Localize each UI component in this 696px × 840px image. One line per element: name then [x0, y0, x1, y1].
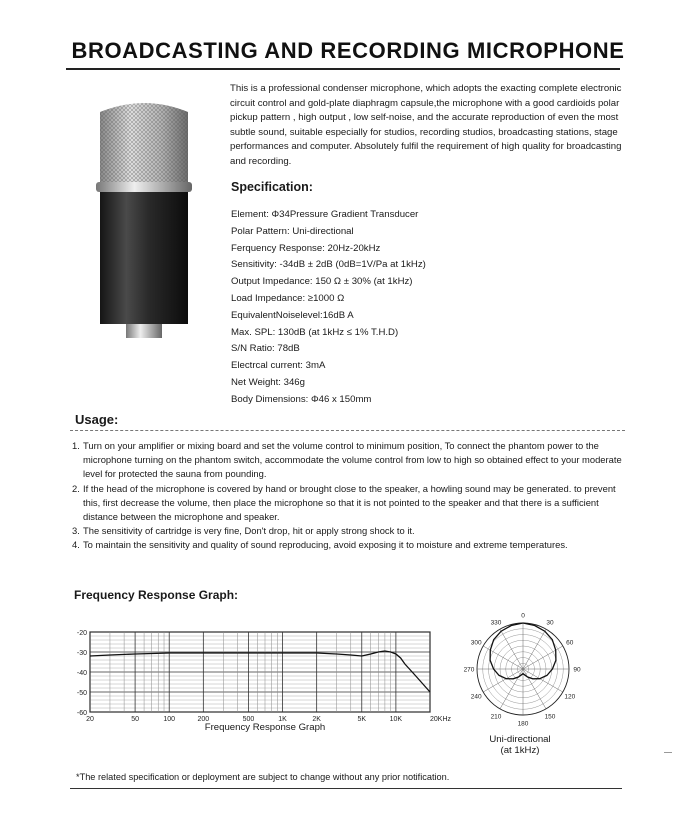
y-tick-label: -30: [76, 650, 87, 657]
x-tick-label: 20KHz: [430, 716, 452, 723]
usage-list: [72, 439, 632, 553]
usage-item-number: 2.: [72, 482, 80, 494]
polar-angle-label: 330: [490, 619, 502, 627]
spec-item: Electrcal current: 3mA: [231, 360, 326, 372]
y-tick-label: -40: [76, 670, 87, 677]
polar-angle-label: 90: [573, 666, 581, 674]
polar-angle-label: 300: [470, 639, 482, 647]
polar-angle-label: 120: [564, 693, 576, 701]
y-tick-label: -60: [76, 710, 87, 717]
usage-heading: Usage:: [75, 412, 119, 427]
polar-angle-label: 30: [546, 619, 554, 627]
polar-angle-label: 240: [470, 693, 482, 701]
x-tick-label: 500: [242, 716, 255, 723]
usage-item-text: Turn on your amplifier or mixing board and set the volume control to minimum position, To connect the phantom power to the microphone turning on the phantom switch, accommodate the volume control from low to high so obtained effect to your moderate level for protected the sauna from pounding.: [83, 440, 622, 480]
polar-grid: [477, 623, 569, 715]
usage-item-text: The sensitivity of cartridge is very fine, Don't drop, hit or apply strong shock to it.: [83, 525, 415, 537]
polar-caption-line2: (at 1kHz): [500, 745, 540, 756]
specification-heading: Specification:: [231, 180, 313, 194]
polar-spoke: [523, 669, 563, 692]
usage-divider: [70, 430, 625, 432]
spec-item: Sensitivity: -34dB ± 2dB (0dB=1V/Pa at 1kHz): [231, 259, 426, 271]
frequency-response-chart: [60, 622, 452, 726]
polar-angle-label: 0: [521, 612, 525, 620]
x-tick-label: 200: [197, 716, 210, 723]
spec-item: Net Weight: 346g: [231, 376, 305, 388]
frequency-graph-heading: Frequency Response Graph:: [74, 588, 239, 602]
polar-spoke: [483, 669, 523, 692]
usage-item-number: 3.: [72, 525, 80, 537]
usage-item: [72, 538, 632, 552]
polar-angle-label: 210: [490, 713, 502, 721]
spec-item: Element: Φ34Pressure Gradient Transducer: [231, 209, 419, 220]
usage-item-number: 4.: [72, 539, 80, 551]
frequency-response-line: [90, 651, 430, 692]
polar-angle-label: 150: [544, 713, 556, 721]
polar-pattern-chart: [448, 606, 598, 732]
spec-item: Ferquency Response: 20Hz-20kHz: [231, 242, 381, 254]
spec-item: Polar Pattern: Uni-directional: [231, 225, 354, 237]
x-tick-label: 100: [163, 716, 176, 723]
usage-item: [72, 439, 632, 482]
spec-item: EquivalentNoiselevel:16dB A: [231, 309, 354, 321]
microphone-image: [88, 98, 200, 342]
y-axis-labels: [77, 630, 87, 717]
spec-item: S/N Ratio: 78dB: [231, 343, 300, 355]
y-tick-label: -50: [76, 690, 87, 697]
polar-graph-caption: [470, 734, 570, 756]
spec-item: Max. SPL: 130dB (at 1kHz ≤ 1% T.H.D): [231, 326, 399, 338]
usage-item: [72, 524, 632, 538]
polar-angle-label: 270: [463, 666, 475, 674]
polar-spoke: [483, 646, 523, 669]
usage-item-text: To maintain the sensitivity and quality of sound reproducing, avoid exposing it to moisture and extreme temperatures.: [83, 539, 568, 551]
polar-spoke: [523, 629, 546, 669]
x-tick-label: 2K: [312, 716, 321, 723]
footnote: *The related specification or deployment are subject to change without any prior notification.: [76, 772, 450, 782]
x-tick-label: 20: [86, 716, 94, 723]
polar-angle-label: 60: [566, 639, 574, 647]
x-tick-label: 5K: [357, 716, 367, 723]
title-underline: [66, 68, 620, 70]
x-tick-label: 10K: [389, 716, 403, 723]
specification-list: [231, 207, 561, 409]
chart-grid: [90, 632, 430, 712]
spec-item: Load Impedance: ≥1000 Ω: [231, 292, 345, 304]
x-tick-label: 1K: [278, 716, 287, 723]
polar-spoke: [523, 669, 546, 709]
polar-angle-label: 180: [517, 720, 529, 728]
frequency-graph-caption: Frequency Response Graph: [204, 722, 326, 733]
spec-item: Body Dimensions: Φ46 x 150mm: [231, 393, 372, 405]
intro-paragraph: This is a professional condenser microphone, which adopts the exacting complete electronic circuit control and gold-plate diaphragm capsule,the microphone with a good cardioids polar pickup pattern , high output , low self-noise, and the accurate reproduction of even the most subtle sound, suitable especially for studios, recording studios, broadcasting stations, stage performances and computer. Absolutely fulfil the requirement of high quality for broadcasting and recording.: [230, 83, 622, 167]
usage-item: [72, 482, 632, 525]
usage-item-text: If the head of the microphone is covered by hand or brought close to the speaker, a howling sound may be generated. to prevent this, first decrease the volume, then place the microphone so that it is not pointed to the speaker and that there is a sufficient distance between the microphone and speaker.: [83, 482, 616, 523]
spec-item: Output Impedance: 150 Ω ± 30% (at 1kHz): [231, 276, 413, 288]
footer-rule: [70, 788, 622, 789]
page-title: BROADCASTING AND RECORDING MICROPHONE: [71, 38, 625, 63]
polar-spoke: [523, 646, 563, 669]
y-tick-label: -20: [76, 630, 87, 637]
polar-caption-line1: Uni-directional: [489, 734, 551, 745]
margin-mark: [664, 752, 672, 753]
usage-item-number: 1.: [72, 440, 80, 451]
polar-spoke: [500, 669, 523, 709]
x-tick-label: 50: [131, 716, 139, 723]
polar-spoke: [500, 629, 523, 669]
